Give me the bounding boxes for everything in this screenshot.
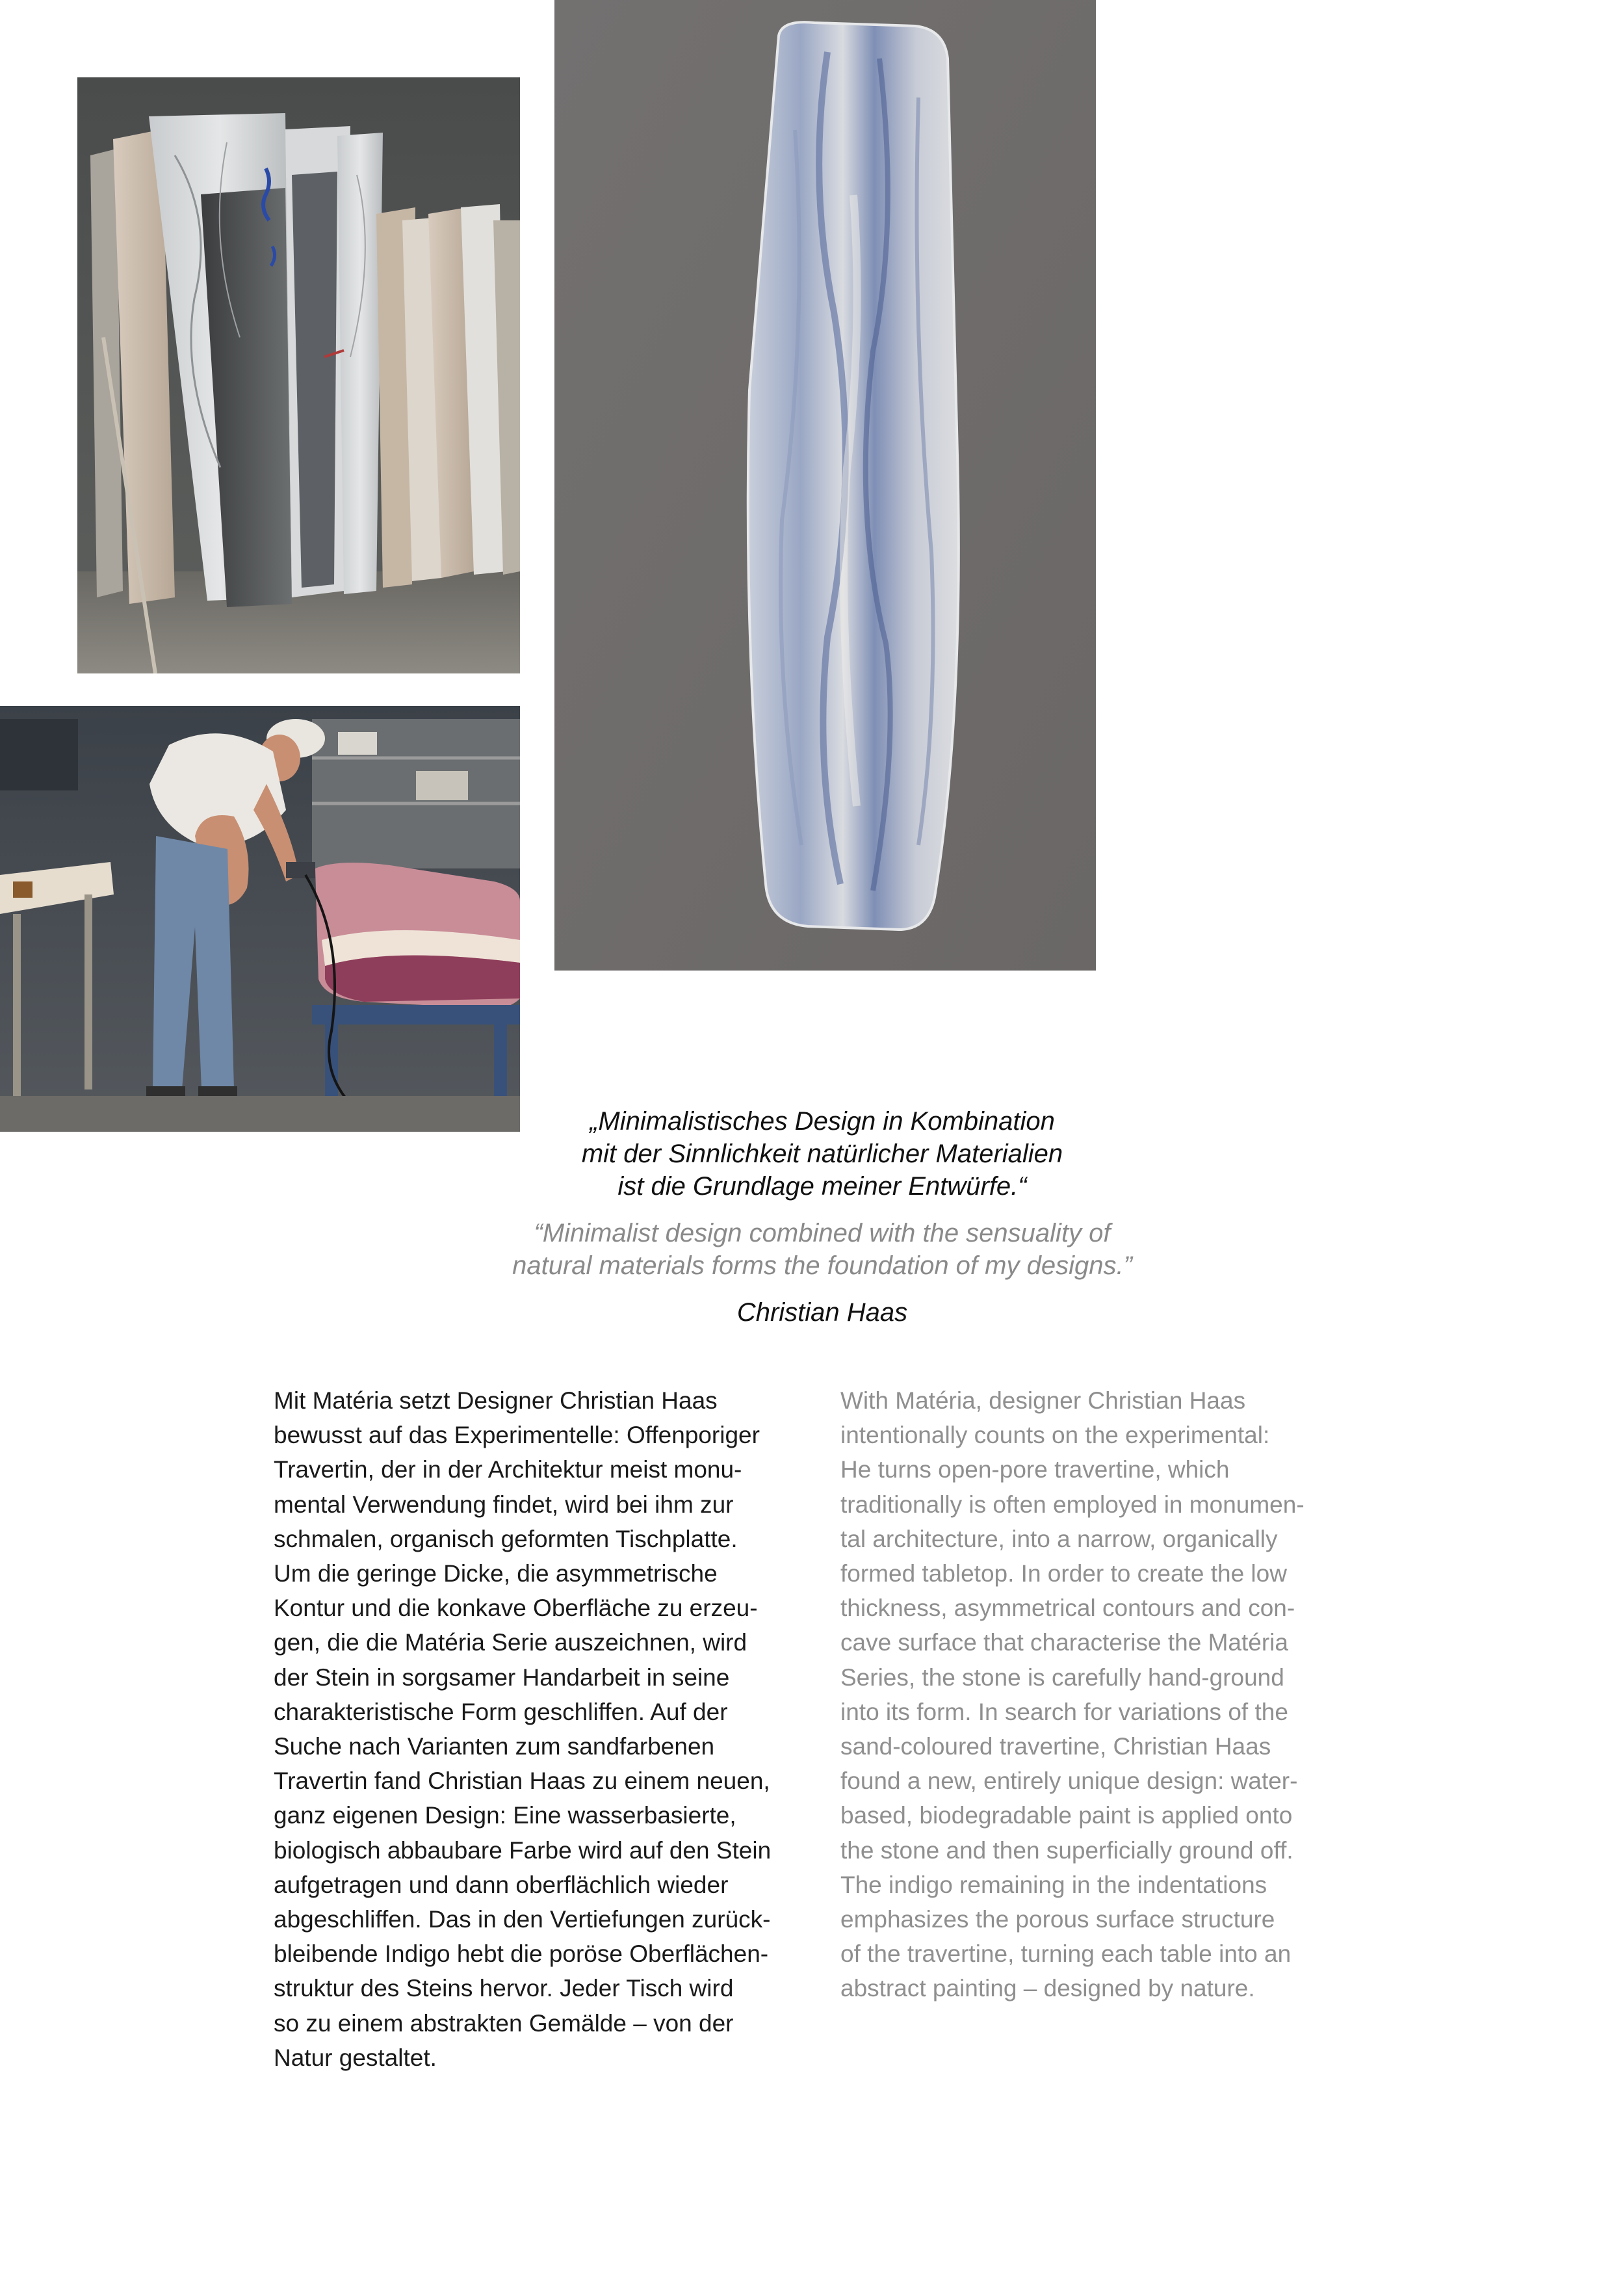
- body-text-english: [840, 1383, 1373, 2006]
- body-line: aufgetragen und dann oberflächlich wieder: [274, 1871, 729, 1898]
- body-line: abgeschliffen. Das in den Vertiefungen zurück-: [274, 1906, 771, 1933]
- body-line: based, biodegradable paint is applied onto: [840, 1802, 1293, 1829]
- body-line: gen, die die Matéria Serie auszeichnen, wird: [274, 1629, 747, 1656]
- body-line: biologisch abbaubare Farbe wird auf den Stein: [274, 1836, 772, 1864]
- body-line: He turns open-pore travertine, which: [840, 1456, 1230, 1483]
- body-line: tal architecture, into a narrow, organically: [840, 1525, 1278, 1552]
- stone-slabs-image: [77, 77, 520, 673]
- body-line: Series, the stone is carefully hand-ground: [840, 1663, 1284, 1691]
- body-line: Travertin fand Christian Haas zu einem neuen,: [274, 1768, 770, 1795]
- stone-slabs-photo: [77, 77, 520, 673]
- body-line: charakteristische Form geschliffen. Auf der: [274, 1698, 728, 1725]
- craftsman-photo: [0, 706, 520, 1132]
- body-text-german: [274, 1383, 807, 2075]
- quote-english: [455, 1217, 1189, 1282]
- body-line: Mit Matéria setzt Designer Christian Haas: [274, 1387, 718, 1414]
- body-line: the stone and then superficially ground off.: [840, 1836, 1293, 1864]
- body-line: Travertin, der in der Architektur meist monu-: [274, 1456, 742, 1483]
- body-line: found a new, entirely unique design: water-: [840, 1768, 1298, 1795]
- body-line: bewusst auf das Experimentelle: Offenporiger: [274, 1422, 760, 1449]
- body-line: traditionally is often employed in monumen-: [840, 1491, 1305, 1518]
- body-line: Um die geringe Dicke, die asymmetrische: [274, 1560, 718, 1587]
- body-line: cave surface that characterise the Matéria: [840, 1629, 1288, 1656]
- body-line: intentionally counts on the experimental:: [840, 1422, 1270, 1449]
- body-line: sand-coloured travertine, Christian Haas: [840, 1733, 1271, 1760]
- body-line: formed tabletop. In order to create the low: [840, 1560, 1287, 1587]
- body-line: emphasizes the porous surface structure: [840, 1906, 1275, 1933]
- body-line: Kontur und die konkave Oberfläche zu erzeu-: [274, 1595, 758, 1622]
- body-line: schmalen, organisch geformten Tischplatte.: [274, 1525, 738, 1552]
- body-line: thickness, asymmetrical contours and con-: [840, 1595, 1295, 1622]
- body-line: Natur gestaltet.: [274, 2044, 437, 2071]
- body-line: of the travertine, turning each table into an: [840, 1940, 1292, 1968]
- body-line: struktur des Steins hervor. Jeder Tisch wird: [274, 1975, 734, 2002]
- body-line: ganz eigenen Design: Eine wasserbasierte,: [274, 1802, 736, 1829]
- body-line: der Stein in sorgsamer Handarbeit in seine: [274, 1663, 730, 1691]
- quote-block: [455, 1105, 1189, 1329]
- tabletop-image: [554, 0, 1096, 971]
- quote-author: Christian Haas: [736, 1298, 908, 1327]
- quote-english-line: “Minimalist design combined with the sensuality of: [534, 1219, 1111, 1247]
- quote-german-line: „Minimalistisches Design in Kombination: [590, 1107, 1055, 1136]
- tabletop-photo: [554, 0, 1096, 971]
- body-line: The indigo remaining in the indentations: [840, 1871, 1267, 1898]
- body-line: bleibende Indigo hebt die poröse Oberflächen-: [274, 1940, 769, 1968]
- quote-german-line: mit der Sinnlichkeit natürlicher Materialien: [581, 1140, 1063, 1168]
- quote-german-line: ist die Grundlage meiner Entwürfe.“: [617, 1172, 1027, 1201]
- body-line: abstract painting – designed by nature.: [840, 1975, 1255, 2002]
- body-line: into its form. In search for variations of the: [840, 1698, 1288, 1725]
- body-line: so zu einem abstrakten Gemälde – von der: [274, 2009, 734, 2037]
- quote-english-line: natural materials forms the foundation of my designs.”: [512, 1251, 1132, 1280]
- body-line: mental Verwendung findet, wird bei ihm zur: [274, 1491, 734, 1518]
- body-line: Suche nach Varianten zum sandfarbenen: [274, 1733, 715, 1760]
- body-line: With Matéria, designer Christian Haas: [840, 1387, 1246, 1414]
- quote-german: [455, 1105, 1189, 1203]
- craftsman-image: [0, 706, 520, 1132]
